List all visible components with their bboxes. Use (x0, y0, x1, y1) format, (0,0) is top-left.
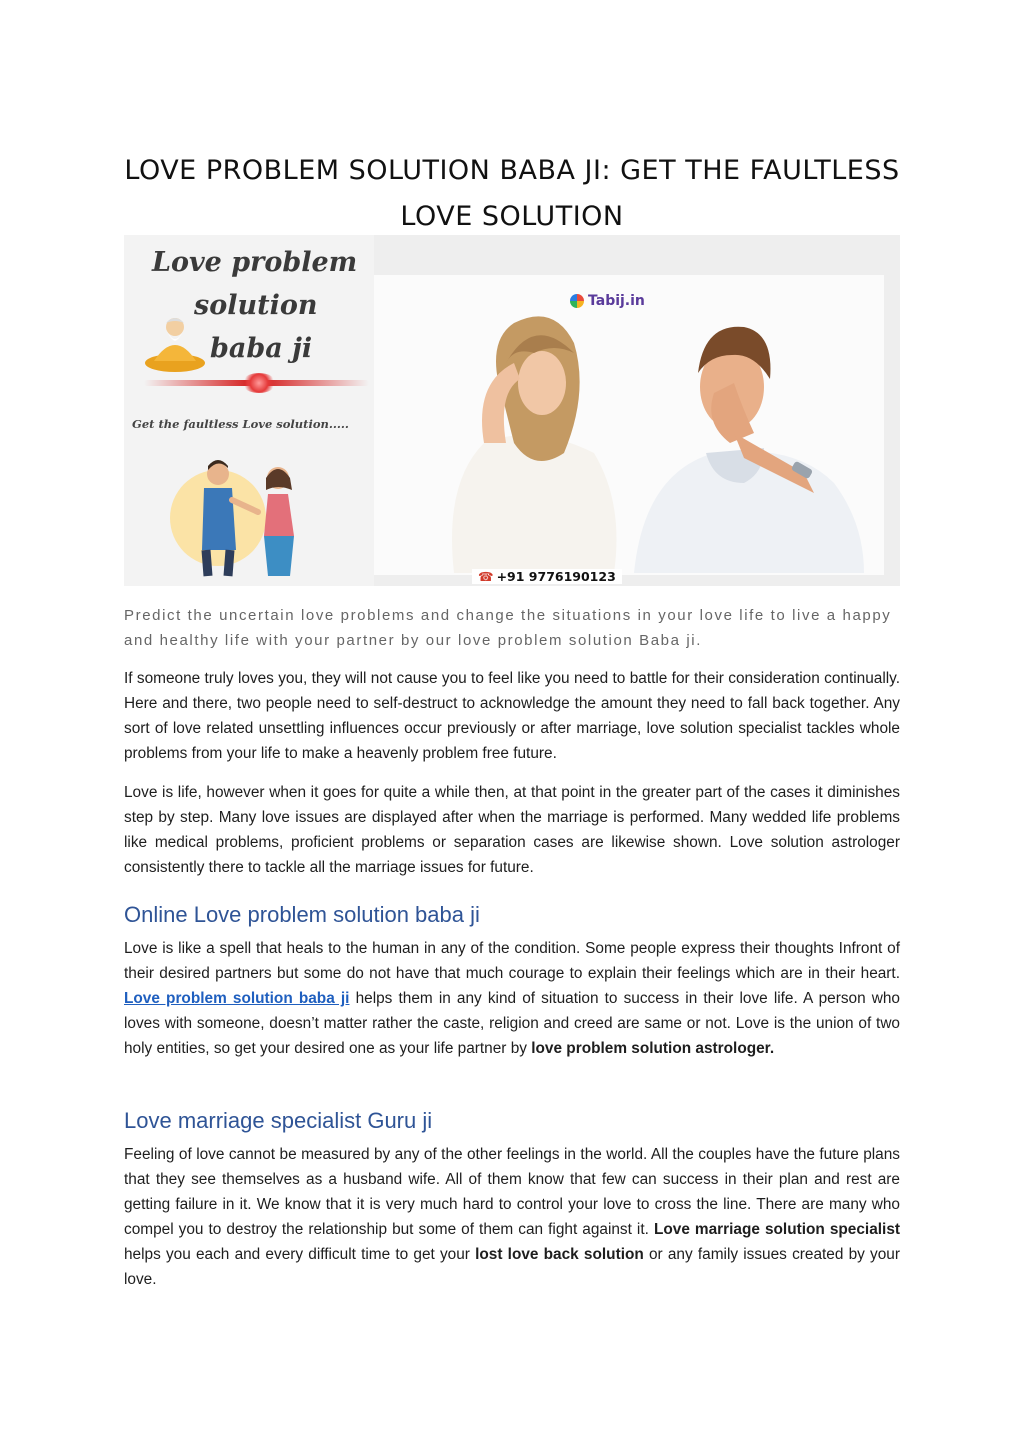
paragraph-4-text-after: or any family issues created by your love. (124, 1246, 900, 1288)
banner-phone (472, 569, 622, 584)
intro-text: Predict the uncertain love problems and change the situations in your love life to live a happy and healthy life with your partner by our love problem solution Baba ji. (124, 607, 892, 649)
banner-image (124, 235, 900, 586)
page-title: LOVE PROBLEM SOLUTION BABA JI: GET THE FAULTLESS LOVE SOLUTION (124, 155, 900, 233)
paragraph-4-bold-2: lost love back solution (475, 1246, 644, 1263)
banner-glow-core (242, 373, 276, 393)
section-heading-love-marriage: Love marriage specialist Guru ji (124, 1108, 433, 1133)
couple-cartoon-icon (168, 440, 328, 580)
paragraph-3-text-after: helps them in any kind of situation to success in their love life. A person who loves with someone, doesn’t matter rather the caste, religion and creed are same or not. Love is the union of two holy entities, so get your desired one as your life partner by (124, 990, 900, 1057)
paragraph-4-text-before: Feeling of love cannot be measured by any of the other feelings in the world. All the couples have the future plans that they see themselves as a husband wife. All of them know that few can success in their plan and rest are getting failure in it. We know that it is very much hard to control your love to cross the line. There are many who compel you to destroy the relationship but some of them can fight against it. (124, 1146, 900, 1238)
banner-line-2: solution (194, 290, 318, 321)
paragraph-2: Love is life, however when it goes for quite a while then, at that point in the greater part of the cases it diminishes step by step. Many love issues are displayed after when the marriage is performed. Many wedded life problems like medical problems, proficient problems or separation cases are likewise shown. Love solution astrologer consistently there to tackle all the marriage issues for future. (124, 784, 900, 876)
love-problem-solution-link[interactable]: Love problem solution baba ji (124, 990, 350, 1007)
paragraph-1: If someone truly loves you, they will not cause you to feel like you need to battle for their consideration continually. Here and there, two people need to self-destruct to acknowledge the amount they need to fall back together. Any sort of love related unsettling influences occur previously or after marriage, love solution specialist tackles whole problems from your life to make a heavenly problem free future. (124, 670, 900, 762)
paragraph-4-text-mid: helps you each and every difficult time to get your (124, 1246, 476, 1263)
section-heading-online-love: Online Love problem solution baba ji (124, 902, 480, 927)
paragraph-4-bold-1: Love marriage solution specialist (653, 1221, 900, 1238)
paragraph-3-text-before: Love is like a spell that heals to the human in any of the condition. Some people express their thoughts Infront of their desired partners but some do not have that much courage to explain their feelings which are in their heart. (124, 940, 900, 982)
banner-logo-text: Tabij.in (588, 293, 645, 309)
banner-line-1: Love problem (152, 247, 358, 278)
banner-phone-number: +91 9776190123 (496, 569, 616, 584)
banner-line-3: baba ji (210, 333, 313, 364)
baba-figure-icon (140, 305, 210, 375)
phone-icon: ☎ (478, 569, 494, 584)
couple-photo-icon (414, 283, 874, 573)
paragraph-3-bold-end: love problem solution astrologer. (531, 1040, 775, 1057)
paragraph-3 (124, 936, 900, 1061)
paragraph-4 (124, 1142, 900, 1292)
banner-subtitle: Get the faultless Love solution..... (132, 417, 349, 431)
